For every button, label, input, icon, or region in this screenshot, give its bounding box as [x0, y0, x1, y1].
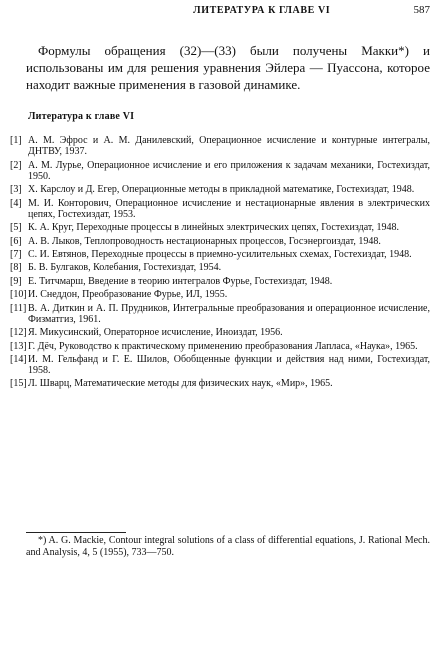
reference-text: Л. Шварц, Математические методы для физических наук, «Мир», 1965. — [28, 378, 333, 390]
reference-text: К. А. Круг, Переходные процессы в линейных электрических цепях, Гостехиздат, 1948. — [28, 222, 400, 234]
reference-item — [10, 341, 430, 352]
running-header — [20, 4, 430, 16]
reference-text: С. И. Евтянов, Переходные процессы в приемно-усилительных схемах, Гостехиздат, 1948. — [28, 248, 412, 260]
reference-text: А. М. Лурье, Операционное исчисление и его приложения к задачам механики, Гостехиздат, 1950. — [28, 159, 430, 182]
reference-text: И. М. Гельфанд и Г. Е. Шилов, Обобщенные функции и действия над ними, Гостехиздат, 1958. — [28, 353, 430, 377]
reference-item — [10, 354, 430, 376]
reference-item — [10, 262, 430, 273]
reference-item — [10, 249, 430, 260]
reference-number: [3] — [10, 184, 22, 196]
intro-paragraph: Формулы обращения (32)—(33) были получены Макки*) и использованы им для решения уравнения Эйлера — Пуассона, которое находит важные применения в газовой динамике. — [26, 43, 430, 92]
reference-item — [10, 222, 430, 233]
reference-item — [10, 276, 430, 287]
reference-text: Е. Титчмарш, Введение в теорию интегралов Фурье, Гостехиздат, 1948. — [28, 275, 333, 287]
reference-item — [10, 236, 430, 247]
reference-number: [7] — [10, 248, 22, 260]
reference-item — [10, 289, 430, 300]
reference-item — [10, 135, 430, 157]
reference-text: А. М. Эфрос и А. М. Данилевский, Операционное исчисление и контурные интегралы, ДНТВУ, 1937. — [28, 135, 430, 158]
references-heading: Литература к главе VI — [28, 111, 135, 122]
reference-item — [10, 378, 430, 389]
reference-text: В. А. Диткин и А. П. Прудников, Интегральные преобразования и операционное исчисление, Физматгиз, 1961. — [28, 302, 430, 325]
reference-number: [5] — [10, 222, 22, 234]
reference-number: [6] — [10, 235, 22, 247]
page-number: 587 — [413, 4, 430, 16]
reference-number: [15] — [10, 378, 27, 390]
reference-number: [14] — [10, 353, 27, 365]
reference-number: [2] — [10, 159, 22, 171]
reference-item — [10, 303, 430, 325]
reference-text: Х. Карслоу и Д. Егер, Операционные методы в прикладной математике, Гостехиздат, 1948. — [28, 184, 415, 196]
reference-number: [4] — [10, 197, 22, 209]
reference-number: [10] — [10, 289, 27, 301]
footnote: *) A. G. Mackie, Contour integral solutions of a class of differential equations, J. Rational Mech. and Analysis, 4, 5 (1955), 733—750. — [26, 535, 430, 558]
reference-number: [12] — [10, 327, 27, 339]
reference-number: [13] — [10, 340, 27, 352]
footnote-rule — [26, 532, 126, 533]
reference-number: [9] — [10, 275, 22, 287]
reference-text: Б. В. Булгаков, Колебания, Гостехиздат, 1954. — [28, 262, 222, 274]
reference-item — [10, 184, 430, 195]
reference-text: И. Снеддон, Преобразование Фурье, ИЛ, 1955. — [28, 289, 228, 301]
reference-text: Я. Микусинский, Операторное исчисление, Иноиздат, 1956. — [28, 327, 283, 339]
reference-text: А. В. Лыков, Теплопроводность нестационарных процессов, Госэнергоиздат, 1948. — [28, 235, 381, 247]
reference-text: Г. Дёч, Руководство к практическому применению преобразования Лапласа, «Наука», 1965. — [28, 340, 418, 352]
reference-number: [8] — [10, 262, 22, 274]
reference-item — [10, 327, 430, 338]
reference-item — [10, 198, 430, 220]
references-list — [10, 135, 430, 392]
running-title: ЛИТЕРАТУРА К ГЛАВЕ VI — [193, 5, 331, 16]
reference-number: [1] — [10, 135, 22, 146]
reference-item — [10, 160, 430, 182]
reference-number: [11] — [10, 302, 27, 314]
reference-text: М. И. Конторович, Операционное исчисление и нестационарные явления в электрических цепях, Гостехиздат, 1953. — [28, 197, 430, 220]
